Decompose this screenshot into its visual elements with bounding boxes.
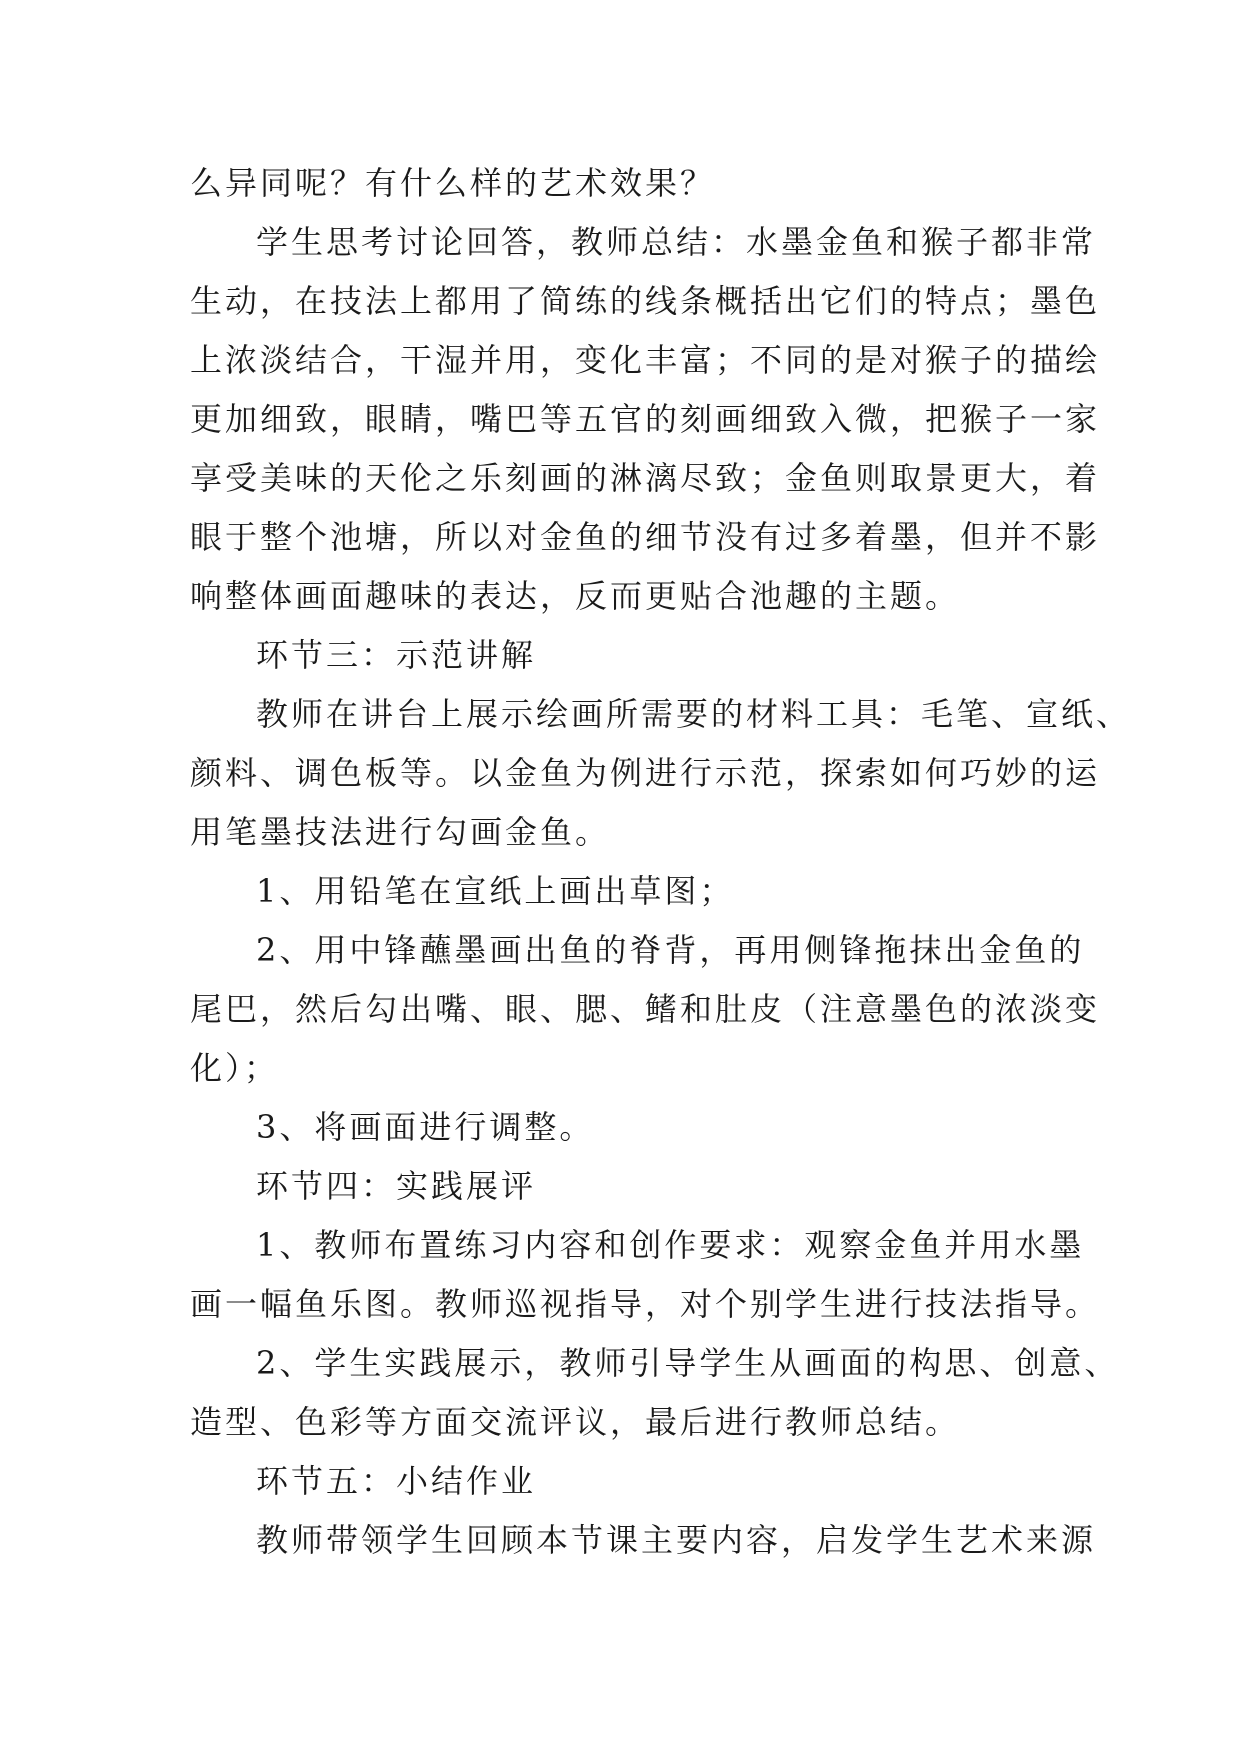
text-line-2: 学生思考讨论回答，教师总结：水墨金鱼和猴子都非常 bbox=[256, 223, 1097, 261]
section-heading-5: 环节五：小结作业 bbox=[256, 1462, 537, 1500]
step-item-3: 3、将画面进行调整。 bbox=[256, 1108, 595, 1146]
text-line-12: 用笔墨技法进行勾画金鱼。 bbox=[190, 813, 611, 851]
text-line-16: 化）； bbox=[190, 1049, 280, 1087]
section-heading-4: 环节四：实践展评 bbox=[256, 1167, 537, 1205]
step-item-1: 1、用铅笔在宣纸上画出草图； bbox=[256, 872, 735, 910]
text-line-15: 尾巴，然后勾出嘴、眼、腮、鳍和肚皮（注意墨色的浓淡变 bbox=[190, 990, 1101, 1028]
text-line-6: 享受美味的天伦之乐刻画的淋漓尽致；金鱼则取景更大，着 bbox=[190, 459, 1101, 497]
text-line-8: 响整体画面趣味的表达，反而更贴合池趣的主题。 bbox=[190, 577, 961, 615]
text-line-3: 生动，在技法上都用了简练的线条概括出它们的特点；墨色 bbox=[190, 282, 1101, 320]
text-line-7: 眼于整个池塘，所以对金鱼的细节没有过多着墨，但并不影 bbox=[190, 518, 1101, 556]
text-line-22: 造型、色彩等方面交流评议，最后进行教师总结。 bbox=[190, 1403, 961, 1441]
practice-item-1: 1、教师布置练习内容和创作要求：观察金鱼并用水墨 bbox=[256, 1226, 1085, 1264]
text-line-20: 画一幅鱼乐图。教师巡视指导，对个别学生进行技法指导。 bbox=[190, 1285, 1101, 1323]
text-line-11: 颜料、调色板等。以金鱼为例进行示范，探索如何巧妙的运 bbox=[190, 754, 1101, 792]
document-page bbox=[190, 154, 1132, 1570]
practice-item-2: 2、学生实践展示，教师引导学生从画面的构思、创意、 bbox=[256, 1344, 1120, 1382]
text-line-10: 教师在讲台上展示绘画所需要的材料工具：毛笔、宣纸、 bbox=[256, 695, 1132, 733]
text-line-1: 么异同呢？有什么样的艺术效果？ bbox=[190, 164, 716, 202]
text-line-4: 上浓淡结合，干湿并用，变化丰富；不同的是对猴子的描绘 bbox=[190, 341, 1101, 379]
text-line-24: 教师带领学生回顾本节课主要内容，启发学生艺术来源 bbox=[256, 1521, 1097, 1559]
section-heading-3: 环节三：示范讲解 bbox=[256, 636, 537, 674]
text-line-5: 更加细致，眼睛，嘴巴等五官的刻画细致入微，把猴子一家 bbox=[190, 400, 1101, 438]
step-item-2: 2、用中锋蘸墨画出鱼的脊背，再用侧锋拖抹出金鱼的 bbox=[256, 931, 1085, 969]
